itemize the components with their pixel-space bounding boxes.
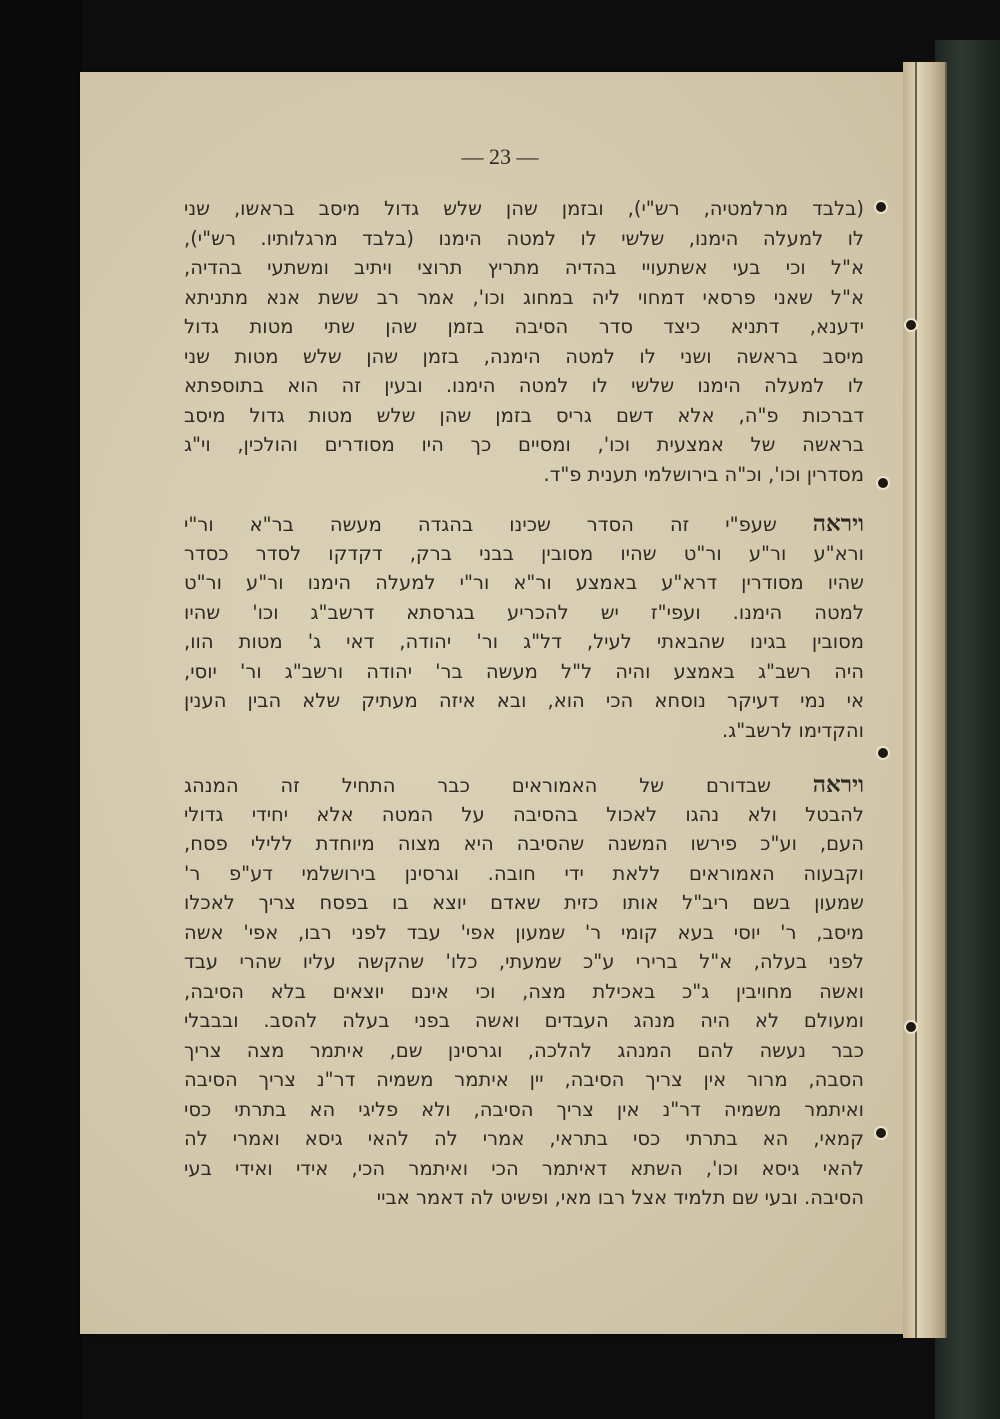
text-line: וקבעוה האמוראים ללאת ידי חובה. וגרסינן בירושלמי דע"פ ר'	[184, 861, 864, 885]
text-line: שהיו מסודרין דרא"ע באמצע ור"א ור"י למעלה הימנו ור"ע ור"ט	[184, 571, 864, 594]
text-line: א"ל שאני פרסאי דמחוי ליה במחוג וכו', אמר רב ששת אנא מתניתא	[184, 285, 864, 309]
text-line: שמעון בשם ריב"ל אותו כזית שאדם יוצא בו בפסח צריך לאכלו	[184, 891, 864, 914]
text-line: דברכות פ"ה, אלא דשם גריס בזמן שהן שלש מטות גדול מיסב	[184, 403, 864, 427]
text-line: קמאי, הא בתרתי כסי בתראי, אמרי לה להאי גיסא ואמרי לה	[184, 1127, 864, 1150]
text-line: א"ל וכי בעי אשתעויי בהדיה מתריץ תרוצי ויתיב ומשתעי בהדיה,	[184, 256, 864, 279]
text-line: כבר נעשה להם המנהג להלכה, וגרסינן שם, איתמר מצה צריך	[184, 1038, 864, 1062]
text-line: מסובין בגינו שהבאתי לעיל, דל"ג ור' יהודה, דאי ג' מטות הוו,	[184, 630, 864, 653]
paragraph-2	[184, 509, 864, 745]
text-line: להבטל ולא נהגו לאכול בהסיבה על המטה אלא יחידי גדולי	[184, 802, 864, 826]
text-line: בראשה של אמצעית וכו', ומסיים כך היו מסודרים והולכין, וי"ג	[184, 433, 864, 456]
text-line: לפני בעלה, א"ל ברירי ע"כ שמעתי, כלו' שהקשה עליו שהרי עבד	[184, 950, 864, 973]
binding-hole-icon	[906, 1022, 916, 1032]
paragraph-3	[184, 770, 864, 1213]
text-line-rest: שעפ"י זה הסדר שכינו בהגדה מעשה בר"א ור"י	[184, 513, 777, 536]
text-line: ואיתמר משמיה דר"נ אין צריך הסיבה, ולא פליגי הא בתרתי כסי	[184, 1097, 864, 1121]
text-line: אי נמי דעיקר נוסחא הכי הוא, ובא איזה מעתיק שלא הבין הענין	[184, 689, 864, 712]
binding-hole-icon	[876, 1128, 886, 1138]
book-cover-left	[0, 0, 82, 1419]
text-line: הסיבה. ובעי שם תלמיד אצל רבו מאי, ופשיט לה דאמר אביי	[376, 1186, 864, 1209]
text-line: מיסב בראשה ושני לו למטה הימנה, בזמן שהן שלש מטות שני	[184, 344, 864, 368]
text-line: והקדימו לרשב"ג.	[721, 718, 864, 742]
text-line: להאי גיסא וכו', השתא דאיתמר הכי ואיתמר הכי, אידי ואידי בעי	[184, 1156, 864, 1180]
lead-word: ויראה	[812, 510, 864, 537]
text-line-with-lead	[184, 509, 864, 539]
text-line: מיסב, ר' יוסי בעא קומי ר' שמעון אפי' עבד לפני רבו, אפי' אשה	[184, 920, 864, 944]
binding-hole-icon	[876, 202, 886, 212]
text-line: (בלבד מרלמטיה, רש"י), ובזמן שהן שלש גדול מיסב בראשו, שני	[184, 197, 864, 220]
text-line: ורא"ע ור"ע ור"ט שהיו מסובין בבני ברק, דקדקו לסדר כסדר	[184, 541, 864, 565]
text-line: למטה הימנו. ועפי"ז יש להכריע בגרסתא דרשב"ג וכו' שהיו	[184, 600, 864, 624]
paragraph-1	[184, 194, 864, 489]
lead-word: ויראה	[812, 771, 864, 798]
page-number: — 23 —	[461, 144, 539, 169]
text-line: העם, וע"כ פירשו המשנה שהסיבה היא מצוה מיוחדת ללילי פסח,	[184, 832, 864, 855]
gutter-binding-line	[915, 62, 917, 1338]
text-line-with-lead	[184, 770, 864, 800]
text-line-rest: שבדורם של האמוראים כבר התחיל זה המנהג	[184, 774, 771, 797]
text-line: הסבה, מרור אין צריך הסיבה, יין איתמר משמיה דר"נ צריך הסיבה	[184, 1068, 864, 1091]
binding-hole-icon	[878, 478, 888, 488]
binding-hole-icon	[906, 320, 916, 330]
text-line: היה רשב"ג באמצע והיה ל"ל מעשה בר' יהודה ורשב"ג ור' יוסי,	[184, 659, 864, 683]
text-line: ואשה מחויבין ג"כ באכילת מצה, וכי אינם יוצאים בלא הסיבה,	[184, 979, 864, 1003]
text-line: מסדרין וכו', וכ"ה בירושלמי תענית פ"ד.	[543, 462, 864, 486]
book-page	[80, 72, 920, 1334]
text-line: ומעולם לא היה מנהג העבדים ואשה בפני בעלה להסב. ובבבלי	[184, 1009, 864, 1032]
text-line: לו למעלה הימנו שלשי לו למטה הימנו. ובעין זה הוא בתוספתא	[184, 374, 864, 397]
text-line: ידענא, דתניא כיצד סדר הסיבה בזמן שהן שתי מטות גדול	[184, 315, 864, 338]
book-gutter	[903, 62, 947, 1338]
text-line: לו למעלה הימנו, שלשי לו למטה הימנו (בלבד מרגלותיו. רש"י),	[184, 226, 864, 250]
binding-hole-icon	[878, 748, 888, 758]
